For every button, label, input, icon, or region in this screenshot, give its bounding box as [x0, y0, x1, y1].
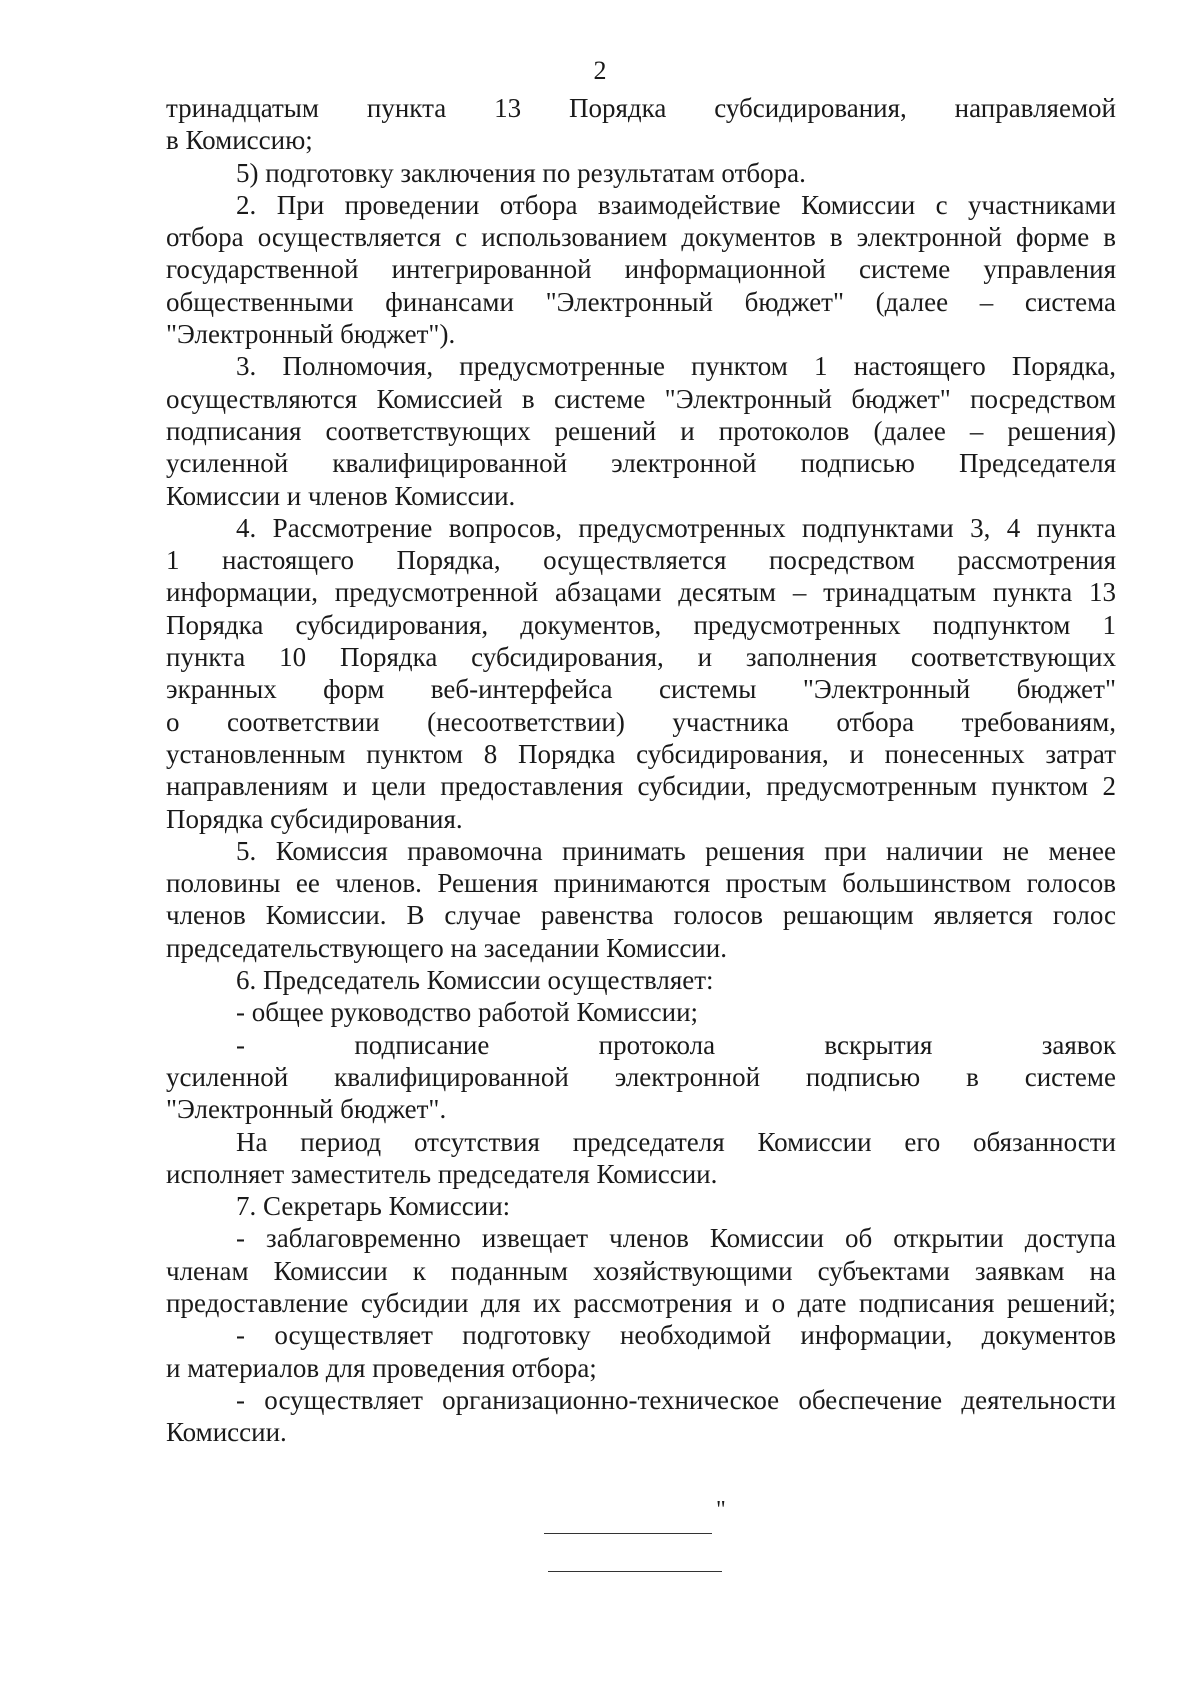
text-line: экранных форм веб-интерфейса системы "Электронный бюджет" — [166, 674, 1116, 705]
text-line: 6. Председатель Комиссии осуществляет: — [236, 965, 714, 996]
text-line: - осуществляет организационно-техническое обеспечение деятельности — [236, 1384, 1116, 1415]
text-line: - общее руководство работой Комиссии; — [236, 997, 699, 1028]
text-line: 4. Рассмотрение вопросов, предусмотренных подпунктами 3, 4 пункта — [236, 512, 1116, 543]
text-line: осуществляются Комиссией в системе "Электронный бюджет" посредством — [166, 383, 1116, 414]
text-line: установленным пунктом 8 Порядка субсидирования, и понесенных затрат — [166, 738, 1116, 769]
text-line: и материалов для проведения отбора; — [166, 1352, 597, 1383]
text-line: информации, предусмотренной абзацами десятым – тринадцатым пункта 13 — [166, 577, 1116, 608]
text-line: 2. При проведении отбора взаимодействие Комиссии с участниками — [236, 189, 1116, 220]
text-line: - заблаговременно извещает членов Комиссии об открытии доступа — [236, 1223, 1116, 1254]
separator-line — [544, 1533, 712, 1534]
text-line: Порядка субсидирования. — [166, 803, 463, 834]
text-line: "Электронный бюджет"). — [166, 319, 456, 350]
closing-quote: " — [716, 1497, 726, 1523]
text-line: исполняет заместитель председателя Комиссии. — [166, 1158, 718, 1189]
text-line: в Комиссию; — [166, 125, 313, 156]
text-line: отбора осуществляется с использованием документов в электронной форме в — [166, 222, 1116, 253]
text-line: усиленной квалифицированной электронной подписью в системе — [166, 1061, 1116, 1092]
text-line: пункта 10 Порядка субсидирования, и заполнения соответствующих — [166, 642, 1116, 673]
text-line: усиленной квалифицированной электронной подписью Председателя — [166, 448, 1116, 479]
text-line: членам Комиссии к поданным хозяйствующими субъектами заявкам на — [166, 1255, 1116, 1286]
text-line: Порядка субсидирования, документов, предусмотренных подпунктом 1 — [166, 609, 1116, 640]
text-line: 5) подготовку заключения по результатам отбора. — [236, 157, 806, 188]
text-line: тринадцатым пункта 13 Порядка субсидирования, направляемой — [166, 93, 1116, 123]
text-line: направлениям и цели предоставления субсидии, предусмотренным пунктом 2 — [166, 771, 1116, 802]
text-line: общественными финансами "Электронный бюджет" (далее – система — [166, 286, 1116, 317]
text-line: подписания соответствующих решений и протоколов (далее – решения) — [166, 415, 1116, 446]
text-line: - подписание протокола вскрытия заявок — [236, 1029, 1116, 1060]
text-line: 3. Полномочия, предусмотренные пунктом 1 настоящего Порядка, — [236, 351, 1116, 382]
end-separator — [530, 1497, 730, 1605]
text-line: 5. Комиссия правомочна принимать решения при наличии не менее — [236, 835, 1116, 866]
text-line: государственной интегрированной информационной системе управления — [166, 254, 1116, 285]
text-line: членов Комиссии. В случае равенства голосов решающим является голос — [166, 900, 1116, 931]
text-line: о соответствии (несоответствии) участника отбора требованиям, — [166, 706, 1116, 737]
text-line: предоставление субсидии для их рассмотрения и о дате подписания решений; — [166, 1287, 1116, 1318]
text-line: половины ее членов. Решения принимаются простым большинством голосов — [166, 868, 1116, 899]
text-line: 7. Секретарь Комиссии: — [236, 1191, 511, 1222]
page-number: 2 — [593, 56, 607, 85]
text-line: "Электронный бюджет". — [166, 1094, 447, 1125]
document-body — [166, 92, 1116, 1448]
text-line: 1 настоящего Порядка, осуществляется посредством рассмотрения — [166, 545, 1116, 576]
text-line: председательствующего на заседании Комиссии. — [166, 932, 727, 963]
text-line: - осуществляет подготовку необходимой информации, документов — [236, 1320, 1116, 1351]
text-line: Комиссии. — [166, 1417, 287, 1448]
text-line: На период отсутствия председателя Комиссии его обязанности — [236, 1126, 1116, 1157]
separator-line — [548, 1571, 722, 1572]
text-line: Комиссии и членов Комиссии. — [166, 480, 516, 511]
